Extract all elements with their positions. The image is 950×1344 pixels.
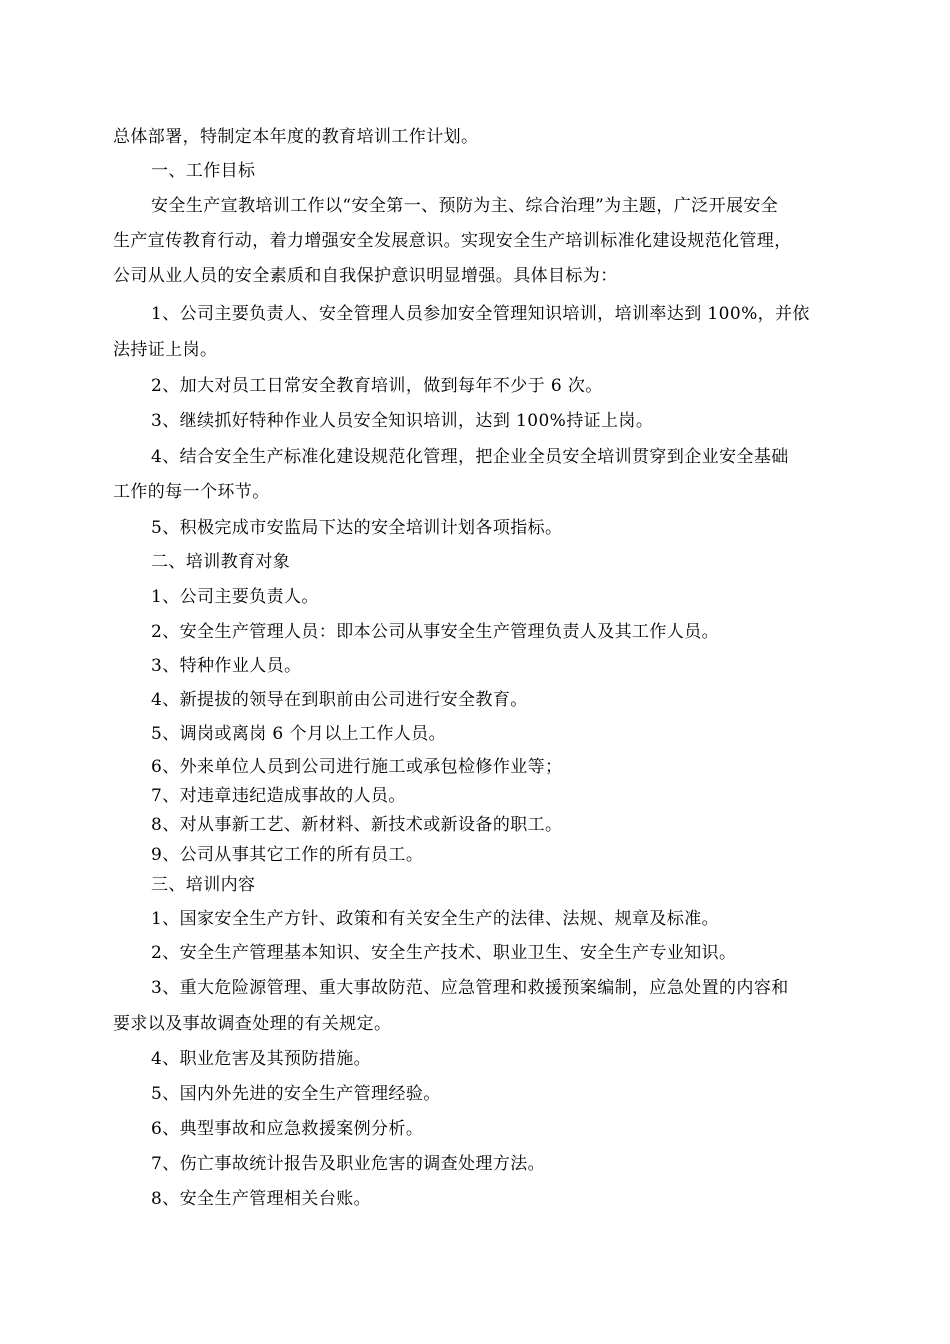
list-item: 7、伤亡事故统计报告及职业危害的调查处理方法。 [151, 1154, 546, 1174]
list-item-continuation: 法持证上岗。 [113, 340, 218, 360]
paragraph-line: 公司从业人员的安全素质和自我保护意识明显增强。具体目标为： [113, 266, 618, 286]
list-item: 2、安全生产管理人员：即本公司从事安全生产管理负责人及其工作人员。 [151, 622, 720, 642]
list-item: 4、结合安全生产标准化建设规范化管理，把企业全员安全培训贯穿到企业安全基础 [151, 447, 789, 467]
list-item: 3、特种作业人员。 [151, 656, 302, 676]
list-item: 6、外来单位人员到公司进行施工或承包检修作业等； [151, 757, 563, 777]
list-item: 5、国内外先进的安全生产管理经验。 [151, 1084, 441, 1104]
list-item: 6、典型事故和应急救援案例分析。 [151, 1119, 424, 1139]
list-item: 3、重大危险源管理、重大事故防范、应急管理和救援预案编制，应急处置的内容和 [151, 978, 789, 998]
section-heading: 二、培训教育对象 [151, 552, 291, 572]
list-item: 1、国家安全生产方针、政策和有关安全生产的法律、法规、规章及标准。 [151, 909, 720, 929]
list-item: 8、安全生产管理相关台账。 [151, 1189, 372, 1209]
list-item: 3、继续抓好特种作业人员安全知识培训，达到 100%持证上岗。 [151, 411, 654, 431]
paragraph-line: 总体部署，特制定本年度的教育培训工作计划。 [113, 127, 479, 147]
list-item-continuation: 要求以及事故调查处理的有关规定。 [113, 1014, 392, 1034]
list-item-continuation: 工作的每一个环节。 [113, 482, 270, 502]
list-item: 1、公司主要负责人。 [151, 587, 319, 607]
section-heading: 一、工作目标 [151, 161, 256, 181]
section-heading: 三、培训内容 [151, 875, 256, 895]
list-item: 2、加大对员工日常安全教育培训，做到每年不少于 6 次。 [151, 376, 603, 396]
list-item: 8、对从事新工艺、新材料、新技术或新设备的职工。 [151, 815, 563, 835]
list-item: 2、安全生产管理基本知识、安全生产技术、职业卫生、安全生产专业知识。 [151, 943, 737, 963]
list-item: 5、调岗或离岗 6 个月以上工作人员。 [151, 724, 447, 744]
list-item: 1、公司主要负责人、安全管理人员参加安全管理知识培训，培训率达到 100%，并依 [151, 304, 810, 324]
list-item: 5、积极完成市安监局下达的安全培训计划各项指标。 [151, 518, 563, 538]
list-item: 7、对违章违纪造成事故的人员。 [151, 786, 406, 806]
list-item: 4、职业危害及其预防措施。 [151, 1049, 372, 1069]
list-item: 9、公司从事其它工作的所有员工。 [151, 845, 424, 865]
paragraph-line: 生产宣传教育行动，着力增强安全发展意识。实现安全生产培训标准化建设规范化管理， [113, 231, 792, 251]
paragraph-line: 安全生产宣教培训工作以“安全第一、预防为主、综合治理”为主题，广泛开展安全 [151, 196, 779, 216]
list-item: 4、新提拔的领导在到职前由公司进行安全教育。 [151, 690, 528, 710]
